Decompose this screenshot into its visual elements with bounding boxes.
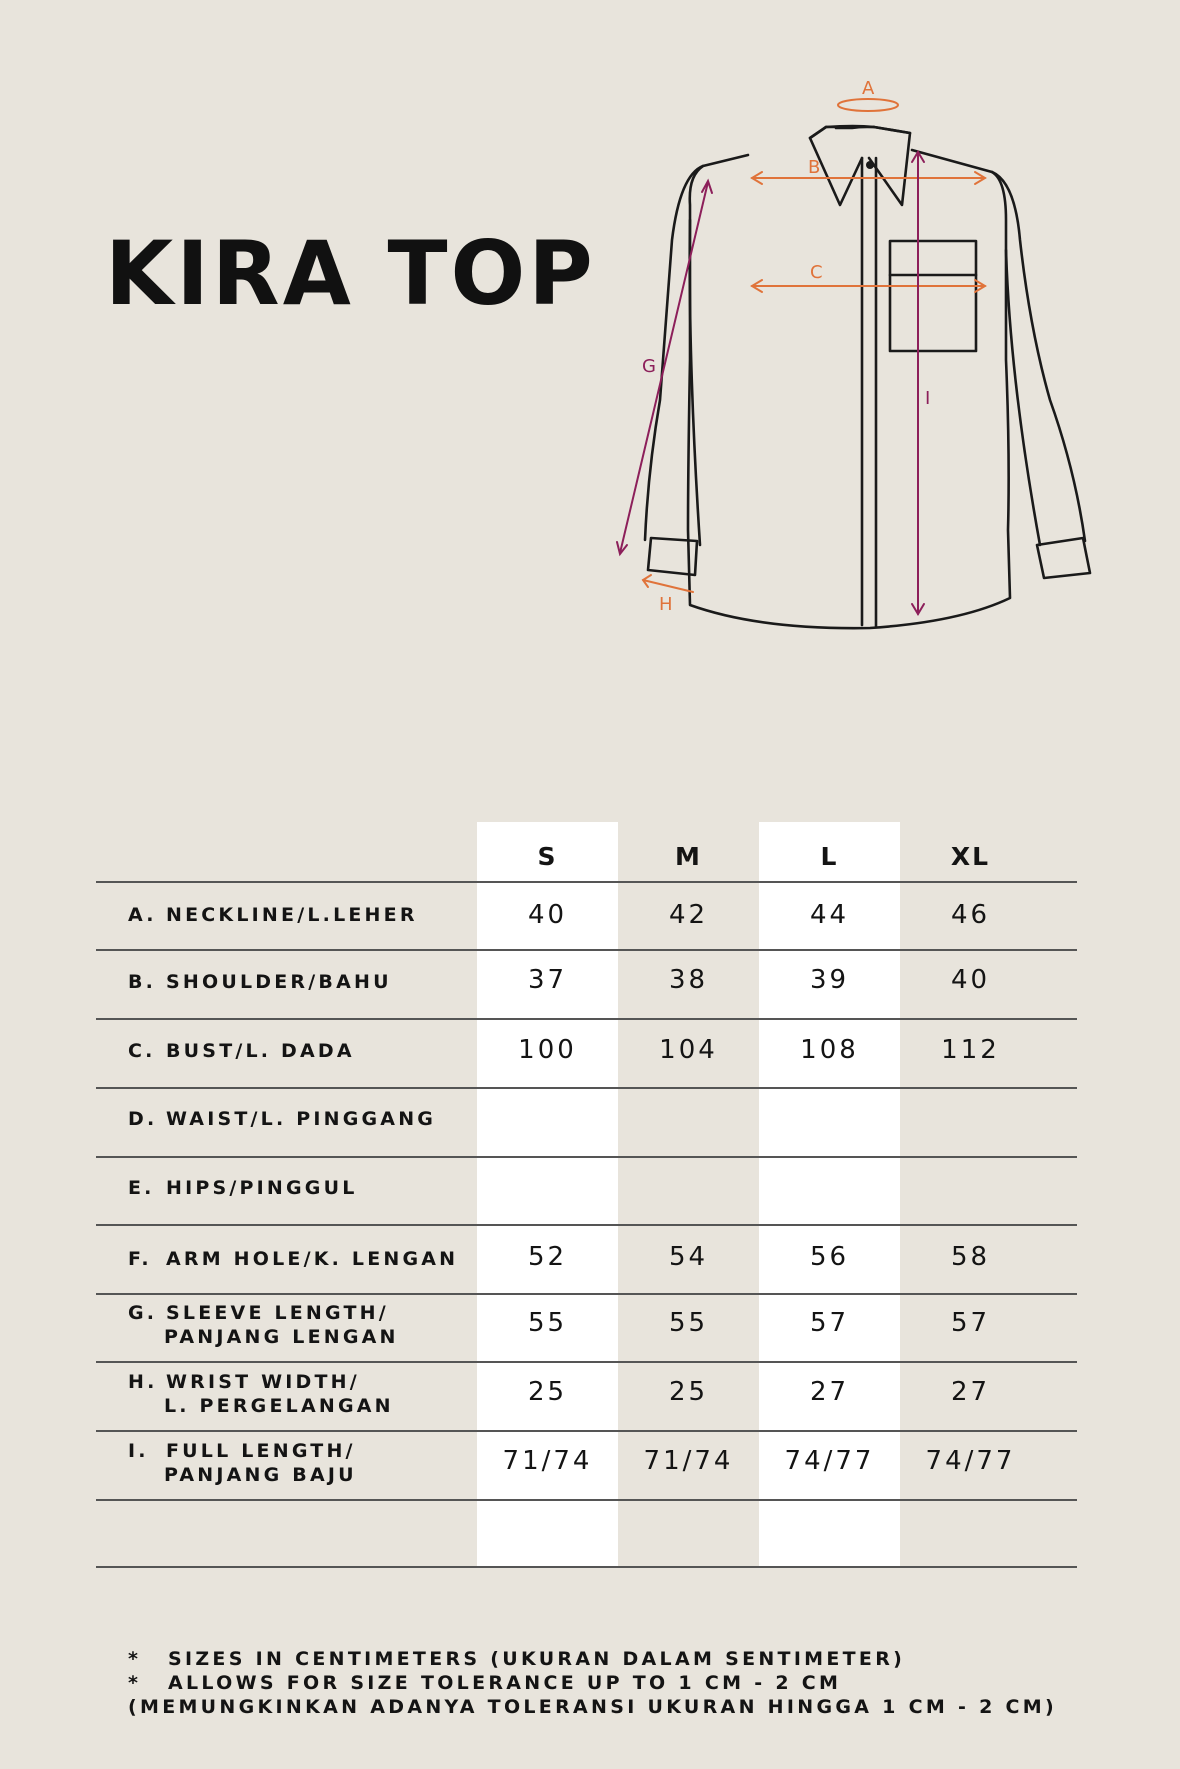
footnote-text: ALLOWS FOR SIZE TOLERANCE UP TO 1 CM - 2 CM: [168, 1672, 842, 1694]
size-table: [96, 822, 1077, 1567]
row-label: [128, 1176, 358, 1200]
neckline-measure: [838, 99, 898, 111]
label-c: C: [810, 262, 823, 283]
row-label-text: HIPS/PINGGUL: [166, 1177, 358, 1199]
table-cell: 44: [809, 900, 850, 930]
table-cell: 39: [809, 965, 850, 995]
sleeve-length-measure: [620, 182, 708, 553]
row-label-text: NECKLINE/L.LEHER: [166, 904, 418, 926]
asterisk: *: [128, 1648, 142, 1670]
row-divider: [96, 1018, 1077, 1020]
table-cell: 27: [950, 1377, 991, 1407]
row-divider: [96, 1224, 1077, 1226]
row-divider: [96, 1361, 1077, 1363]
table-cell: 74/77: [925, 1446, 1016, 1476]
shirt-diagram: [600, 70, 1100, 640]
footnotes: [128, 1647, 1057, 1719]
label-h: H: [659, 594, 673, 615]
label-a: A: [862, 78, 875, 99]
row-divider: [96, 881, 1077, 883]
footnote-text: (MEMUNGKINKAN ADANYA TOLERANSI UKURAN HINGGA 1 CM - 2 CM): [128, 1696, 1057, 1718]
row-label-text: ARM HOLE/K. LENGAN: [166, 1248, 459, 1270]
label-i: I: [925, 388, 931, 409]
table-cell: 55: [527, 1308, 568, 1338]
wrist-measure: [643, 580, 693, 592]
column-header: M: [675, 842, 702, 871]
row-letter: I.: [128, 1440, 149, 1462]
table-cell: 56: [809, 1242, 850, 1272]
table-cell: 71/74: [643, 1446, 734, 1476]
column-header: XL: [950, 842, 991, 871]
footnote-text: SIZES IN CENTIMETERS (UKURAN DALAM SENTIMETER): [168, 1648, 906, 1670]
row-label-text: BUST/L. DADA: [166, 1040, 355, 1062]
row-divider: [96, 1156, 1077, 1158]
row-label: [128, 1039, 355, 1063]
table-cell: 37: [527, 965, 568, 995]
table-cell: 52: [527, 1242, 568, 1272]
shirt-outline: [645, 126, 1090, 628]
row-letter: H.: [128, 1371, 158, 1393]
row-letter: A.: [128, 904, 157, 926]
row-label-text: SLEEVE LENGTH/: [166, 1302, 389, 1324]
table-cell: 100: [518, 1035, 577, 1065]
table-cell: 54: [668, 1242, 709, 1272]
row-label-text: PANJANG BAJU: [164, 1464, 357, 1486]
footnote: [128, 1647, 1057, 1671]
row-label-text: FULL LENGTH/: [166, 1440, 356, 1462]
row-label: [128, 1439, 357, 1487]
table-cell: 25: [527, 1377, 568, 1407]
row-divider: [96, 1087, 1077, 1089]
row-letter: B.: [128, 971, 157, 993]
row-label: [128, 903, 418, 927]
row-label-text: L. PERGELANGAN: [164, 1395, 394, 1417]
table-cell: 112: [941, 1035, 1000, 1065]
collar-button: [866, 161, 874, 169]
table-cell: 57: [809, 1308, 850, 1338]
table-cell: 71/74: [502, 1446, 593, 1476]
row-letter: E.: [128, 1177, 155, 1199]
table-cell: 46: [950, 900, 991, 930]
table-cell: 40: [527, 900, 568, 930]
row-label-text: PANJANG LENGAN: [164, 1326, 399, 1348]
row-divider: [96, 949, 1077, 951]
row-divider: [96, 1293, 1077, 1295]
row-label-text: SHOULDER/BAHU: [166, 971, 392, 993]
row-label: [128, 1301, 399, 1349]
row-divider: [96, 1566, 1077, 1568]
row-label: [128, 1107, 436, 1131]
page-title: KIRA TOP: [105, 222, 596, 325]
row-label-text: WAIST/L. PINGGANG: [166, 1108, 437, 1130]
column-header: S: [537, 842, 558, 871]
table-cell: 74/77: [784, 1446, 875, 1476]
row-label: [128, 1370, 394, 1418]
table-cell: 42: [668, 900, 709, 930]
row-label: [128, 1247, 458, 1271]
table-cell: 57: [950, 1308, 991, 1338]
table-cell: 25: [668, 1377, 709, 1407]
label-g: G: [642, 356, 656, 377]
asterisk: *: [128, 1672, 142, 1694]
row-letter: D.: [128, 1108, 158, 1130]
row-letter: G.: [128, 1302, 158, 1324]
row-letter: F.: [128, 1248, 152, 1270]
table-cell: 104: [659, 1035, 718, 1065]
column-header: L: [820, 842, 839, 871]
table-cell: 27: [809, 1377, 850, 1407]
footnote: [128, 1671, 1057, 1695]
table-cell: 108: [800, 1035, 859, 1065]
row-label: [128, 970, 392, 994]
row-label-text: WRIST WIDTH/: [166, 1371, 360, 1393]
table-cell: 58: [950, 1242, 991, 1272]
row-divider: [96, 1499, 1077, 1501]
table-cell: 38: [668, 965, 709, 995]
label-b: B: [808, 157, 821, 178]
row-letter: C.: [128, 1040, 156, 1062]
table-cell: 55: [668, 1308, 709, 1338]
table-cell: 40: [950, 965, 991, 995]
row-divider: [96, 1430, 1077, 1432]
